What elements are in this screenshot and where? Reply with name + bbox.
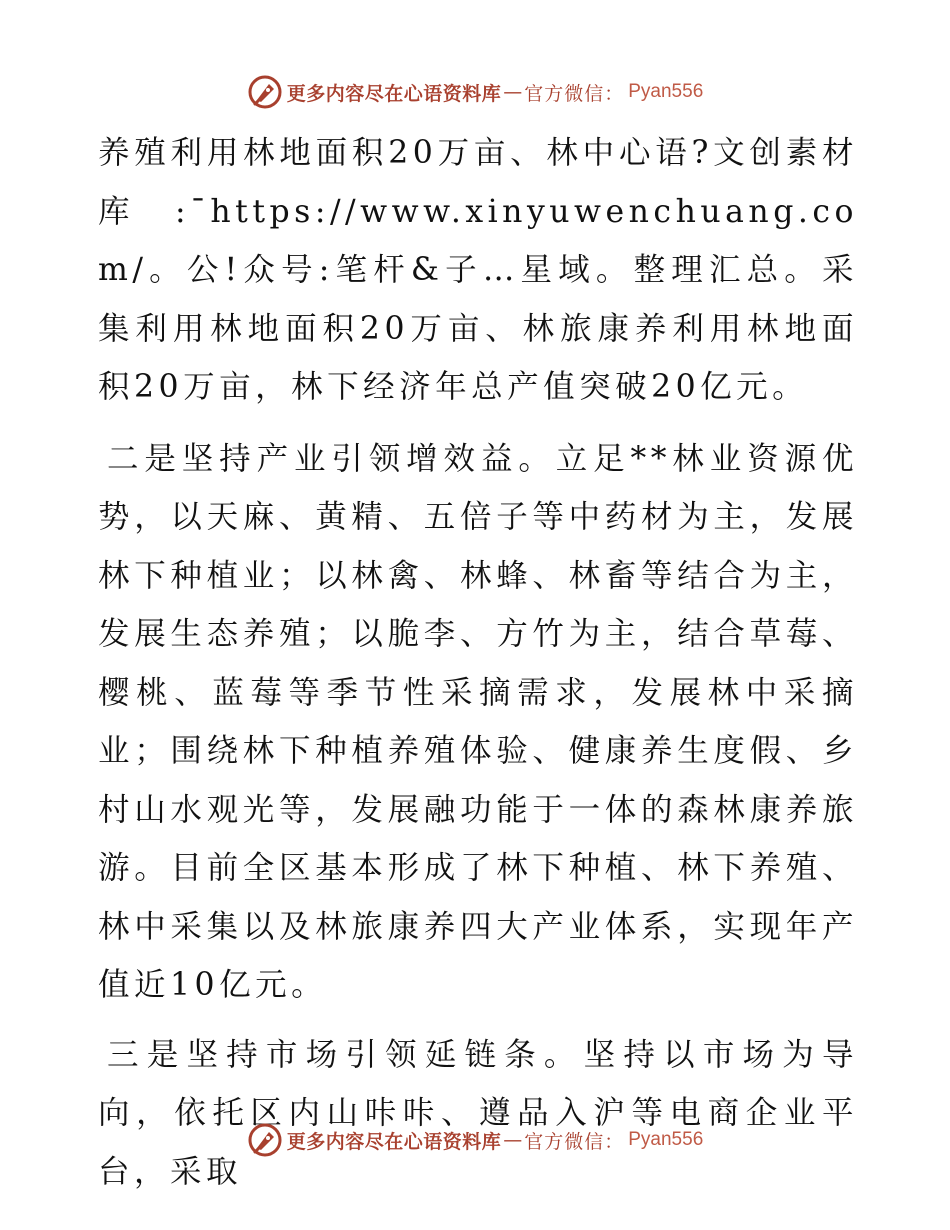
header-banner [0, 70, 950, 114]
banner-wechat-label: 官方微信： [524, 1130, 625, 1153]
footer-banner [0, 1118, 950, 1162]
document-body [98, 124, 858, 1201]
pen-nib-logo-icon [247, 1122, 283, 1158]
paragraph-1: 养殖利用林地面积20万亩、林中心语?文创素材库:¯https://www.xinyuwenchuang.com/。公!众号:笔杆&子…星域。整理汇总。采集利用林地面积20万亩、林旅康养利用林地面积20万亩，林下经济年总产值突破20亿元。 [98, 135, 858, 405]
paragraph-2: 二是坚持产业引领增效益。立足**林业资源优势，以天麻、黄精、五倍子等中药材为主，发展林下种植业；以林禽、林蜂、林畜等结合为主，发展生态养殖；以脆李、方竹为主，结合草莓、樱桃、蓝莓等季节性采摘需求，发展林中采摘业；围绕林下种植养殖体验、健康养生度假、乡村山水观光等，发展融功能于一体的森林康养旅游。目前全区基本形成了林下种植、林下养殖、林中采集以及林旅康养四大产业体系，实现年产值近10亿元。 [98, 440, 858, 1003]
banner-wechat-label: 官方微信： [524, 82, 625, 105]
paragraph-3: 三是坚持市场引领延链条。坚持以市场为导向，依托区内山咔咔、遵品入沪等电商企业平台，采取 [98, 1036, 858, 1190]
banner-wechat-id: Pyan556 [628, 81, 704, 102]
pen-nib-logo-icon [247, 74, 283, 110]
banner-wechat-id: Pyan556 [628, 1129, 704, 1150]
banner-text: 更多内容尽在心语资料库 [286, 1130, 502, 1153]
banner-separator: — [503, 1129, 523, 1151]
banner-text: 更多内容尽在心语资料库 [286, 82, 502, 105]
banner-separator: — [503, 81, 523, 103]
